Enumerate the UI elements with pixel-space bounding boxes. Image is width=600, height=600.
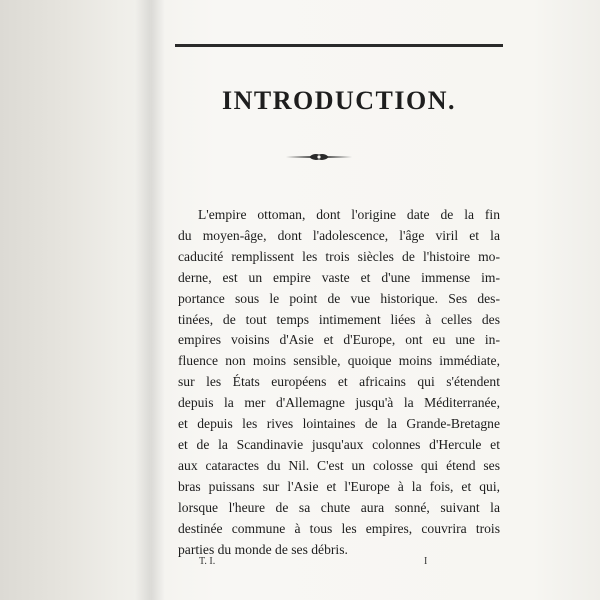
body-paragraph	[178, 205, 500, 560]
text-line: tinées, de tout temps intimement liées à celles des	[178, 311, 500, 327]
signature-mark: T. I.	[199, 556, 216, 567]
text-line: bras puissans sur l'Asie et l'Europe à la fois, et qui,	[178, 478, 500, 494]
text-line: du moyen-âge, dont l'adolescence, l'âge viril et la	[178, 227, 500, 243]
text-line: empires voisins d'Asie et d'Europe, ont eu une in-	[178, 332, 500, 348]
text-line: L'empire ottoman, dont l'origine date de la fin	[198, 207, 500, 222]
text-line: destinée commune à tous les empires, couvrira trois	[178, 520, 500, 536]
text-line: depuis la mer d'Allemagne jusqu'à la Méditerranée,	[178, 395, 500, 411]
chapter-title: INTRODUCTION.	[221, 86, 457, 115]
text-line: lorsque l'heure de sa chute aura sonné, suivant la	[178, 499, 500, 515]
ornament-divider-icon	[286, 150, 352, 164]
text-line: caducité remplissent les trois siècles de l'histoire mo-	[178, 248, 500, 264]
text-line: aux cataractes du Nil. C'est un colosse qui étend ses	[178, 457, 500, 473]
text-line: fluence non moins sensible, quoique moins immédiate,	[178, 353, 500, 369]
text-line: et depuis les rives lointaines de la Grande-Bretagne	[178, 416, 500, 432]
page-number: I	[424, 556, 428, 567]
text-line: portance sous le point de vue historique. Ses des-	[178, 290, 500, 306]
text-line: parties du monde de ses débris.	[178, 541, 348, 557]
header-rule	[175, 44, 503, 47]
text-line: et de la Scandinavie jusqu'aux colonnes d'Hercule et	[178, 436, 500, 452]
text-line: derne, est un empire vaste et d'une immense im-	[178, 269, 500, 285]
text-line: sur les États européens et africains qui s'étendent	[178, 374, 500, 390]
gutter-shadow	[135, 0, 165, 600]
